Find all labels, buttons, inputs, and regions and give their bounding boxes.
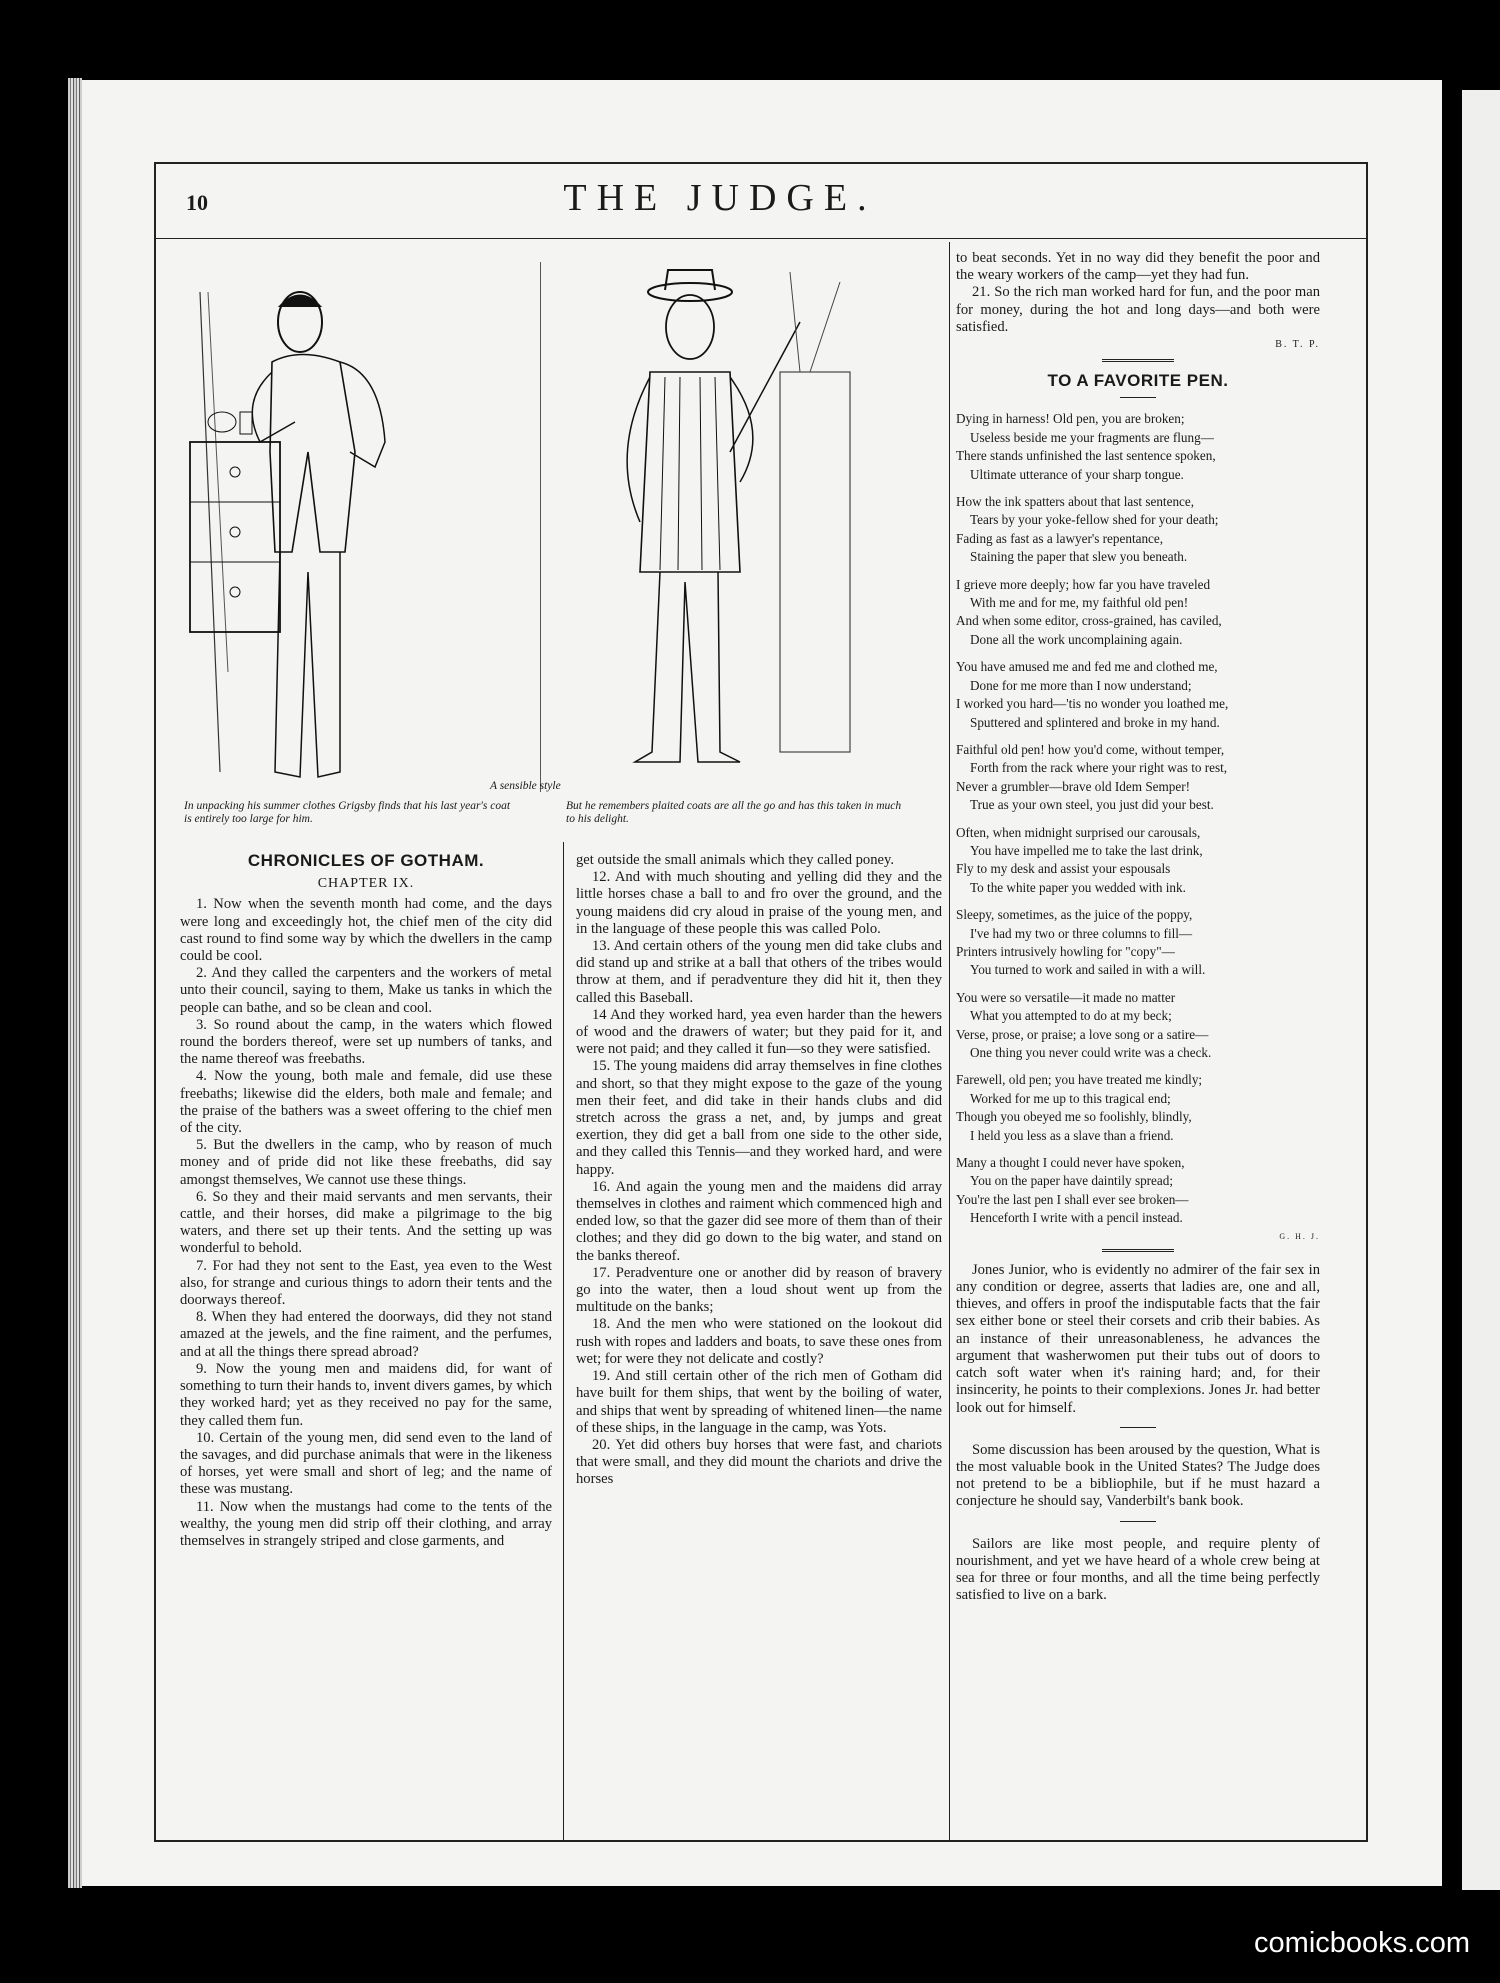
paragraph: 19. And still certain other of the rich men of Gotham did have built for them ships, that went by the boiling of water, and ships that went by spreading of whitened linen—the name of these ships, in the language in the camp, was Yots. — [576, 1368, 942, 1436]
item-divider — [1120, 1521, 1156, 1522]
poem-line: Never a grumbler—brave old Idem Semper! — [956, 778, 1190, 794]
poem-line: Faithful old pen! how you'd come, without temper, — [956, 741, 1225, 757]
column-2 — [576, 852, 942, 1489]
poem-title: TO A FAVORITE PEN. — [1047, 371, 1229, 391]
poem-line: Done all the work uncomplaining again. — [970, 631, 1183, 647]
caption-left: In unpacking his summer clothes Grigsby finds that his last year's coat is entirely too large for him. — [184, 800, 511, 825]
masthead-rule — [156, 238, 1366, 239]
paragraph: 13. And certain others of the young men did take clubs and did stand up and strike at a ball that others of the tribes would throw at them, and if peradventure they did hit it, then they called this Baseball. — [576, 938, 942, 1006]
poem-line: One thing you never could write was a check. — [970, 1045, 1212, 1061]
chapter-heading: CHAPTER IX. — [317, 876, 415, 892]
poem-signature: G. H. J. — [1279, 1231, 1320, 1241]
poem-line: Printers intrusively howling for "copy"— — [956, 943, 1175, 959]
caption-right-top: A sensible style — [490, 780, 561, 792]
poem-line: Verse, prose, or praise; a love song or a satire— — [956, 1026, 1209, 1042]
masthead-title: THE JUDGE. — [563, 177, 877, 219]
poem-stanza — [956, 824, 1320, 898]
poem-line: You have amused me and fed me and clothed me, — [956, 659, 1218, 675]
paragraph: 12. And with much shouting and yelling did they and the little horses chase a ball to and fro over the ground, and the young maidens did cry aloud in praise of the young men, and in the language of these people this was called Polo. — [576, 869, 942, 937]
poem-line: There stands unfinished the last sentence spoken, — [956, 448, 1216, 464]
poem-line: Fly to my desk and assist your espousals — [956, 861, 1171, 877]
poem-line: And when some editor, cross-grained, has caviled, — [956, 613, 1222, 629]
caption-right: But he remembers plaited coats are all the go and has this taken in much to his delight. — [566, 800, 902, 825]
poem-line: Henceforth I write with a pencil instead. — [970, 1210, 1183, 1226]
paragraph: to beat seconds. Yet in no way did they benefit the poor and the weary workers of the camp—yet they had fun. — [956, 250, 1320, 284]
poem-line: I grieve more deeply; how far you have traveled — [956, 576, 1211, 592]
poem-line: You're the last pen I shall ever see broken— — [956, 1191, 1189, 1207]
paragraph: 10. Certain of the young men, did send even to the land of the savages, and did purchase animals that were in the likeness of horses, yet were small and short of leg; and the name of these was mustang. — [180, 1429, 552, 1498]
paragraph: 3. So round about the camp, in the waters which flowed round the borders thereof, were set up numbers of tanks, and the name thereof was freebaths. — [180, 1016, 552, 1068]
section-divider — [1102, 1249, 1174, 1252]
poem-line: Fading as fast as a lawyer's repentance, — [956, 530, 1164, 546]
poem-line: Dying in harness! Old pen, you are broken; — [956, 411, 1185, 427]
poem-line: Tears by your yoke-fellow shed for your death; — [970, 512, 1219, 528]
paragraph: 16. And again the young men and the maidens did array themselves in clothes and raiment which commenced high and ended low, so that the gazer did see more of them than of their clothes; and they did go down to the big water, and stand on the banks thereof. — [576, 1178, 942, 1264]
poem-line: With me and for me, my faithful old pen! — [970, 595, 1189, 611]
paragraph: 1. Now when the seventh month had come, and the days were long and exceedingly hot, the chief men of the city did cast round to find some way by which the dwellers in the camp could be cool. — [180, 896, 552, 965]
poem-line: You on the paper have daintily spread; — [970, 1173, 1174, 1189]
poem-stanza — [956, 1071, 1320, 1145]
poem-line: To the white paper you wedded with ink. — [970, 879, 1186, 895]
poem-line: Ultimate utterance of your sharp tongue. — [970, 466, 1184, 482]
poem-line: I held you less as a slave than a friend. — [970, 1127, 1174, 1143]
poem-line: What you attempted to do at my beck; — [970, 1008, 1172, 1024]
poem-line: Useless beside me your fragments are flung— — [970, 429, 1214, 445]
paragraph: 14 And they worked hard, yea even harder than the hewers of wood and the drawers of water; but they paid for it, and were not paid; and they called it fun—so they were satisfied. — [576, 1006, 942, 1058]
facing-page-edge — [1462, 90, 1500, 1890]
paragraph: 21. So the rich man worked hard for fun, and the poor man for money, during the hot and long days—and both were satisfied. — [956, 284, 1320, 335]
section-divider — [1102, 359, 1174, 362]
poem-line: Farewell, old pen; you have treated me kindly; — [956, 1072, 1203, 1088]
poem-line: Sleepy, sometimes, as the juice of the poppy, — [956, 907, 1193, 923]
poem-line: You turned to work and sailed in with a will. — [970, 962, 1206, 978]
poem-line: Sputtered and splintered and broke in my hand. — [970, 714, 1220, 730]
poem-stanza — [956, 989, 1320, 1063]
chronicles-title: CHRONICLES OF GOTHAM. — [247, 851, 485, 870]
poem-stanza — [956, 576, 1320, 650]
illustration-grigsby-unpacking — [180, 252, 525, 802]
paragraph: 4. Now the young, both male and female, did use these freebaths; likewise did the elders, both male and female; and the praise of the bathers was a sweet offering to the chief men of the city. — [180, 1068, 552, 1137]
poem-line: I've had my two or three columns to fill— — [970, 925, 1193, 941]
poem-line: You have impelled me to take the last drink, — [970, 842, 1203, 858]
poem-line: Done for me more than I now understand; — [970, 677, 1192, 693]
paragraph: 2. And they called the carpenters and the workers of metal unto their council, saying to them, Make us tanks in which the people can bathe, and so be clean and cool. — [180, 965, 552, 1016]
poem-line: You were so versatile—it made no matter — [956, 989, 1176, 1005]
poem-line: Worked for me up to this tragical end; — [970, 1090, 1171, 1106]
poem-line: Though you obeyed me so foolishly, blindly, — [956, 1109, 1192, 1125]
item-paragraph: Jones Junior, who is evidently no admirer of the fair sex in any condition or degree, asserts that ladies are, one and all, thieves, and offers in proof the indisputable facts that the fair sex either bone or steel their corsets and crib their babies. As an instance of their unreasonableness, he advances the argument that washerwomen put their tubs out of doors to catch soft water when it's raining hard; and, for their insincerity, he points to their complexions. Jones Jr. had better look out for himself. — [956, 1261, 1320, 1416]
paragraph: 17. Peradventure one or another did by reason of bravery go into the water, then a loud shout went up from the multitude on the banks; — [576, 1264, 942, 1316]
poem-stanza — [956, 410, 1320, 484]
poem-stanza — [956, 906, 1320, 980]
illustration-plaited-coat — [540, 252, 870, 802]
title-underline — [1120, 397, 1156, 398]
poem-stanza — [956, 1154, 1320, 1228]
poem-line: Staining the paper that slew you beneath. — [970, 549, 1188, 565]
watermark: comicbooks.com — [1254, 1927, 1470, 1959]
poem-line: Forth from the rack where your right was to rest, — [970, 760, 1228, 776]
paragraph: 15. The young maidens did array themselves in fine clothes and short, so that they might expose to the gaze of the young men their feet, and did take in their hands clubs and did stretch across the grass a net, and, by jumps and great exertion, they did get a ball from one side to the other side, and they called this Tennis—and they worked hard, and were happy. — [576, 1058, 942, 1178]
poem-line: I worked you hard—'tis no wonder you loathed me, — [956, 696, 1229, 712]
paragraph: 11. Now when the mustangs had come to the tents of the wealthy, the young men did strip off their clothing, and array themselves in strangely striped and close garments, and — [180, 1498, 552, 1549]
paragraph: 18. And the men who were stationed on the lookout did rush with ropes and ladders and boats, to save these ones from wet; for were they not delicate and costly? — [576, 1316, 942, 1367]
column-3 — [956, 250, 1320, 1604]
item-paragraph: Some discussion has been aroused by the question, What is the most valuable book in the United States? The Judge does not pretend to be a bibliophile, but if he must hazard a conjecture he should say, Vanderbilt's bank book. — [956, 1441, 1320, 1510]
paragraph: 9. Now the young men and maidens did, for want of something to turn their hands to, invent divers games, by which they worked hard; yet as they received no pay for the same, they called them fun. — [180, 1360, 552, 1429]
poem-stanza — [956, 658, 1320, 732]
paragraph: 8. When they had entered the doorways, did they not stand amazed at the jewels, and the fine raiment, and the perfumes, and at all the things there spread abroad? — [180, 1309, 552, 1360]
column-rule-1 — [563, 842, 564, 1840]
column-rule-2 — [949, 242, 950, 1840]
paragraph: 6. So they and their maid servants and men servants, their cattle, and their horses, did make a pilgrimage to the big waters, and there set up their tents. And the setting up was wonderful to behold. — [180, 1188, 552, 1257]
chronicles-signature: B. T. P. — [1275, 339, 1320, 351]
binding-edge — [68, 78, 82, 1888]
paragraph: get outside the small animals which they called poney. — [576, 852, 895, 868]
paragraph: 7. For had they not sent to the East, yea even to the West also, for strange and curious things to adorn their tents and the doorways thereof. — [180, 1257, 552, 1309]
item-paragraph: Sailors are like most people, and require plenty of nourishment, and yet we have heard of a whole crew being at sea for three or four months, and all the time being perfectly satisfied to live on a bark. — [956, 1535, 1320, 1604]
paragraph: 5. But the dwellers in the camp, who by reason of much money and of pride did not like these freebaths, did say amongst themselves, We cannot use these things. — [180, 1137, 552, 1188]
item-divider — [1120, 1427, 1156, 1428]
poem-line: Many a thought I could never have spoken, — [956, 1155, 1185, 1171]
poem-line: Often, when midnight surprised our carousals, — [956, 824, 1201, 840]
column-1 — [180, 852, 552, 1550]
paragraph: 20. Yet did others buy horses that were fast, and chariots that were small, and they did mount the chariots and drive the horses — [576, 1436, 942, 1488]
poem-body — [956, 410, 1320, 1227]
poem-stanza — [956, 493, 1320, 567]
page-number: 10 — [186, 190, 208, 215]
poem-line: How the ink spatters about that last sentence, — [956, 494, 1195, 510]
poem-line: True as your own steel, you just did your best. — [970, 797, 1214, 813]
poem-stanza — [956, 741, 1320, 815]
